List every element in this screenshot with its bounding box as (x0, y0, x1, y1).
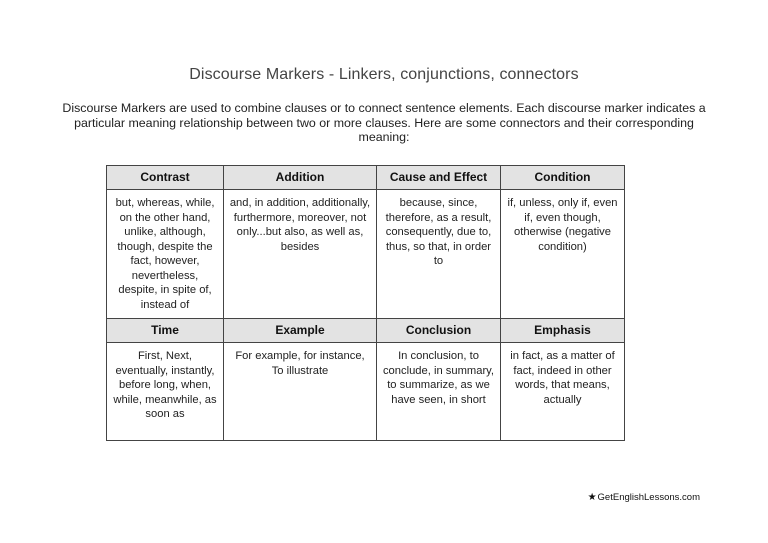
cell-cause-effect: because, since, therefore, as a result, consequently, due to, thus, so that, in order to (377, 190, 501, 319)
page-title: Discourse Markers - Linkers, conjunctions, connectors (189, 66, 579, 83)
header-emphasis: Emphasis (501, 319, 625, 343)
cell-condition: if, unless, only if, even if, even though, otherwise (negative condition) (501, 190, 625, 319)
header-addition: Addition (224, 166, 377, 190)
table-header-row (107, 166, 625, 190)
table-row (107, 190, 625, 319)
header-condition: Condition (501, 166, 625, 190)
table-header-row (107, 319, 625, 343)
cell-conclusion: In conclusion, to conclude, in summary, to summarize, as we have seen, in short (377, 343, 501, 441)
intro-paragraph: Discourse Markers are used to combine clauses or to connect sentence elements. Each discourse marker indicates a particular meaning relationship between two or more clauses. Here are some connectors and their corresponding meaning: (62, 101, 706, 144)
header-conclusion: Conclusion (377, 319, 501, 343)
cell-emphasis: in fact, as a matter of fact, indeed in other words, that means, actually (501, 343, 625, 441)
cell-contrast: but, whereas, while, on the other hand, unlike, although, though, despite the fact, however, nevertheless, despite, in spite of, instead of (107, 190, 224, 319)
cell-addition: and, in addition, additionally, furthermore, moreover, not only...but also, as well as, besides (224, 190, 377, 319)
cell-example: For example, for instance, To illustrate (224, 343, 377, 441)
header-cause-effect: Cause and Effect (377, 166, 501, 190)
table-row (107, 343, 625, 441)
discourse-markers-table (106, 165, 625, 441)
header-time: Time (107, 319, 224, 343)
site-name: GetEnglishLessons.com (597, 492, 700, 503)
site-credit (560, 492, 700, 503)
star-icon: ★ (587, 492, 597, 503)
header-contrast: Contrast (107, 166, 224, 190)
cell-time: First, Next, eventually, instantly, before long, when, while, meanwhile, as soon as (107, 343, 224, 441)
header-example: Example (224, 319, 377, 343)
